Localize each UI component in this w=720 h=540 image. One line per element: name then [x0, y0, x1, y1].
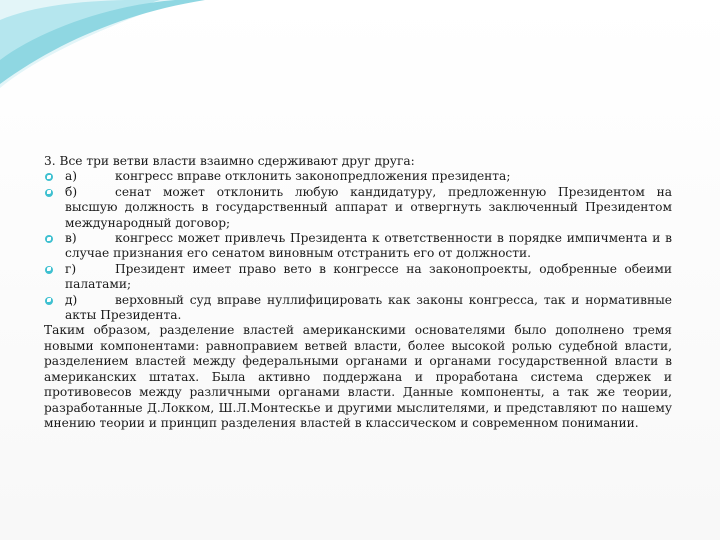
bullet-icon [45, 235, 53, 243]
list-item [44, 185, 672, 231]
item-letter: б) [65, 184, 78, 199]
item-letter: в) [65, 231, 77, 246]
list-item [44, 231, 672, 262]
item-text: конгресс вправе отклонить законопредложения президента; [115, 169, 511, 184]
list-item [44, 169, 672, 184]
item-text: верховный суд вправе нуллифицировать как законы конгресса, так и нормативные акты Президента. [65, 292, 672, 323]
item-text: конгресс может привлечь Президента к ответственности в порядке импичмента и в случае признания его сенатом виновным отстранить его от должности. [65, 231, 672, 261]
decorative-swoosh [0, 0, 720, 140]
item-text: сенат может отклонить любую кандидатуру, предложенную Президентом на высшую должность в государственный аппарат и отвергнуть заключенный Президентом международный договор; [65, 184, 672, 230]
summary-paragraph: Таким образом, разделение властей американскими основателями было дополнено тремя новыми компонентами: равноправием ветвей власти, более высокой ролью судебной власти, разделением властей между федеральными органами и органами государственной власти в американских штатах. Была активно поддержана и проработана система сдержек и противовесов между различными органами власти. Данные компоненты, а так же теории, разработанные Д.Локком, Ш.Л.Монтескье и другими мыслителями, и представляют по нашему мнению теории и принцип разделения властей в классическом и современном понимании. [44, 323, 672, 430]
item-letter: г) [65, 261, 77, 276]
item-letter: а) [65, 169, 78, 184]
bullet-icon [45, 173, 53, 181]
bullet-icon [45, 266, 53, 274]
slide-body [44, 154, 672, 431]
list-item [44, 293, 672, 324]
item-text: Президент имеет право вето в конгрессе на законопроекты, одобренные обеими палатами; [65, 261, 672, 292]
bullet-icon [45, 189, 53, 197]
intro-line: 3. Все три ветви власти взаимно сдерживают друг друга: [44, 154, 415, 168]
powers-list [44, 169, 672, 323]
list-item [44, 262, 672, 293]
bullet-icon [45, 297, 53, 305]
item-letter: д) [65, 292, 78, 307]
